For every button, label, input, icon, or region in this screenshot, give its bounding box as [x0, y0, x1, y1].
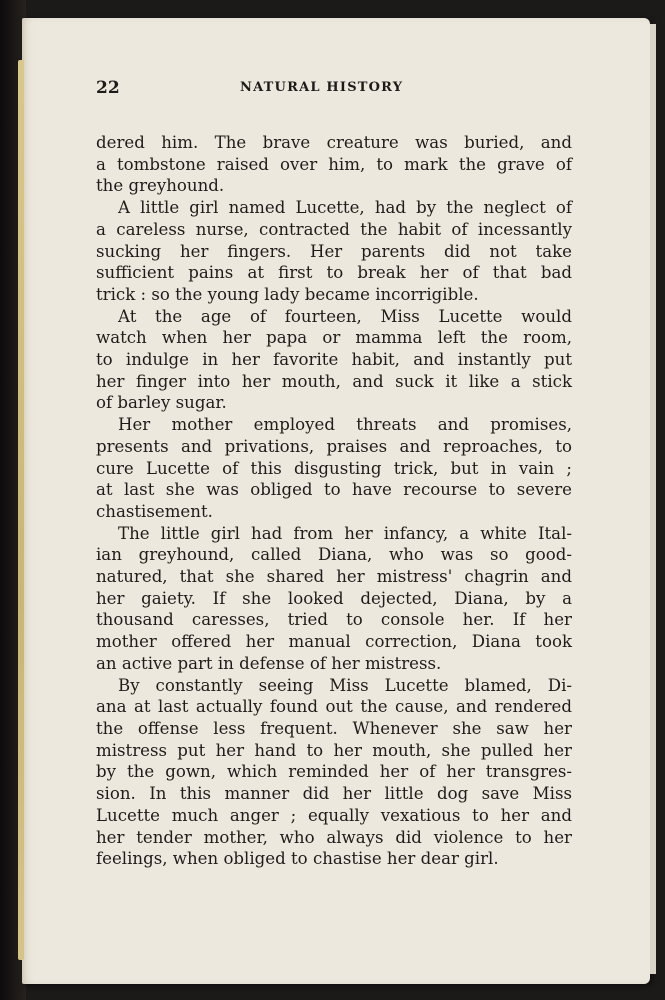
text-line: a tombstone raised over him, to mark the grave of — [96, 154, 572, 174]
text-line: sufficient pains at first to break her of that bad — [96, 263, 572, 283]
text-line: A little girl named Lucette, had by the neglect of — [118, 198, 572, 218]
text-line: the greyhound. — [96, 176, 225, 196]
text-line: By constantly seeing Miss Lucette blamed, Di- — [118, 675, 572, 695]
text-line: feelings, when obliged to chastise her dear girl. — [96, 849, 499, 869]
text-line: by the gown, which reminded her of her transgres- — [96, 762, 572, 782]
text-line: trick : so the young lady became incorrigible. — [96, 284, 479, 304]
text-line: watch when her papa or mamma left the room, — [96, 328, 572, 348]
paragraph — [96, 523, 572, 675]
page-number: 22 — [96, 78, 120, 98]
running-head — [96, 78, 576, 102]
paragraph — [96, 197, 572, 306]
body-text — [96, 132, 572, 870]
text-line: her gaiety. If she looked dejected, Diana, by a — [96, 588, 572, 608]
text-line: her tender mother, who always did violence to her — [96, 827, 572, 847]
text-line: an active part in defense of her mistress. — [96, 653, 442, 673]
text-line: Her mother employed threats and promises, — [118, 415, 572, 435]
text-line: chastisement. — [96, 501, 213, 521]
text-line: The little girl had from her infancy, a white Ital- — [118, 523, 572, 543]
text-line: mother offered her manual correction, Diana took — [96, 632, 572, 652]
text-line: ian greyhound, called Diana, who was so good- — [96, 545, 572, 565]
paragraph — [96, 132, 572, 197]
text-line: the offense less frequent. Whenever she saw her — [96, 718, 572, 738]
text-line: At the age of fourteen, Miss Lucette would — [118, 306, 572, 326]
text-line: thousand caresses, tried to console her. If her — [96, 610, 572, 630]
text-line: cure Lucette of this disgusting trick, but in vain ; — [96, 458, 572, 478]
text-line: of barley sugar. — [96, 393, 227, 413]
paragraph — [96, 675, 572, 870]
text-line: ana at last actually found out the cause, and rendered — [96, 697, 572, 717]
running-head-title: NATURAL HISTORY — [240, 80, 404, 95]
text-line: mistress put her hand to her mouth, she pulled her — [96, 740, 572, 760]
text-line: sion. In this manner did her little dog save Miss — [96, 784, 572, 804]
text-line: dered him. The brave creature was buried, and — [96, 133, 572, 152]
text-line: presents and privations, praises and reproaches, to — [96, 436, 572, 456]
text-line: Lucette much anger ; equally vexatious to her and — [96, 805, 572, 825]
paragraph — [96, 414, 572, 523]
text-line: a careless nurse, contracted the habit of incessantly — [96, 219, 572, 239]
text-line: to indulge in her favorite habit, and instantly put — [96, 350, 572, 370]
page-fore-edge — [650, 24, 656, 974]
text-line: sucking her fingers. Her parents did not take — [96, 241, 572, 261]
text-line: her finger into her mouth, and suck it like a stick — [96, 371, 572, 391]
gilt-page-edge — [18, 60, 24, 960]
paragraph — [96, 306, 572, 415]
text-line: at last she was obliged to have recourse to severe — [96, 480, 572, 500]
text-line: natured, that she shared her mistress' chagrin and — [96, 567, 572, 587]
